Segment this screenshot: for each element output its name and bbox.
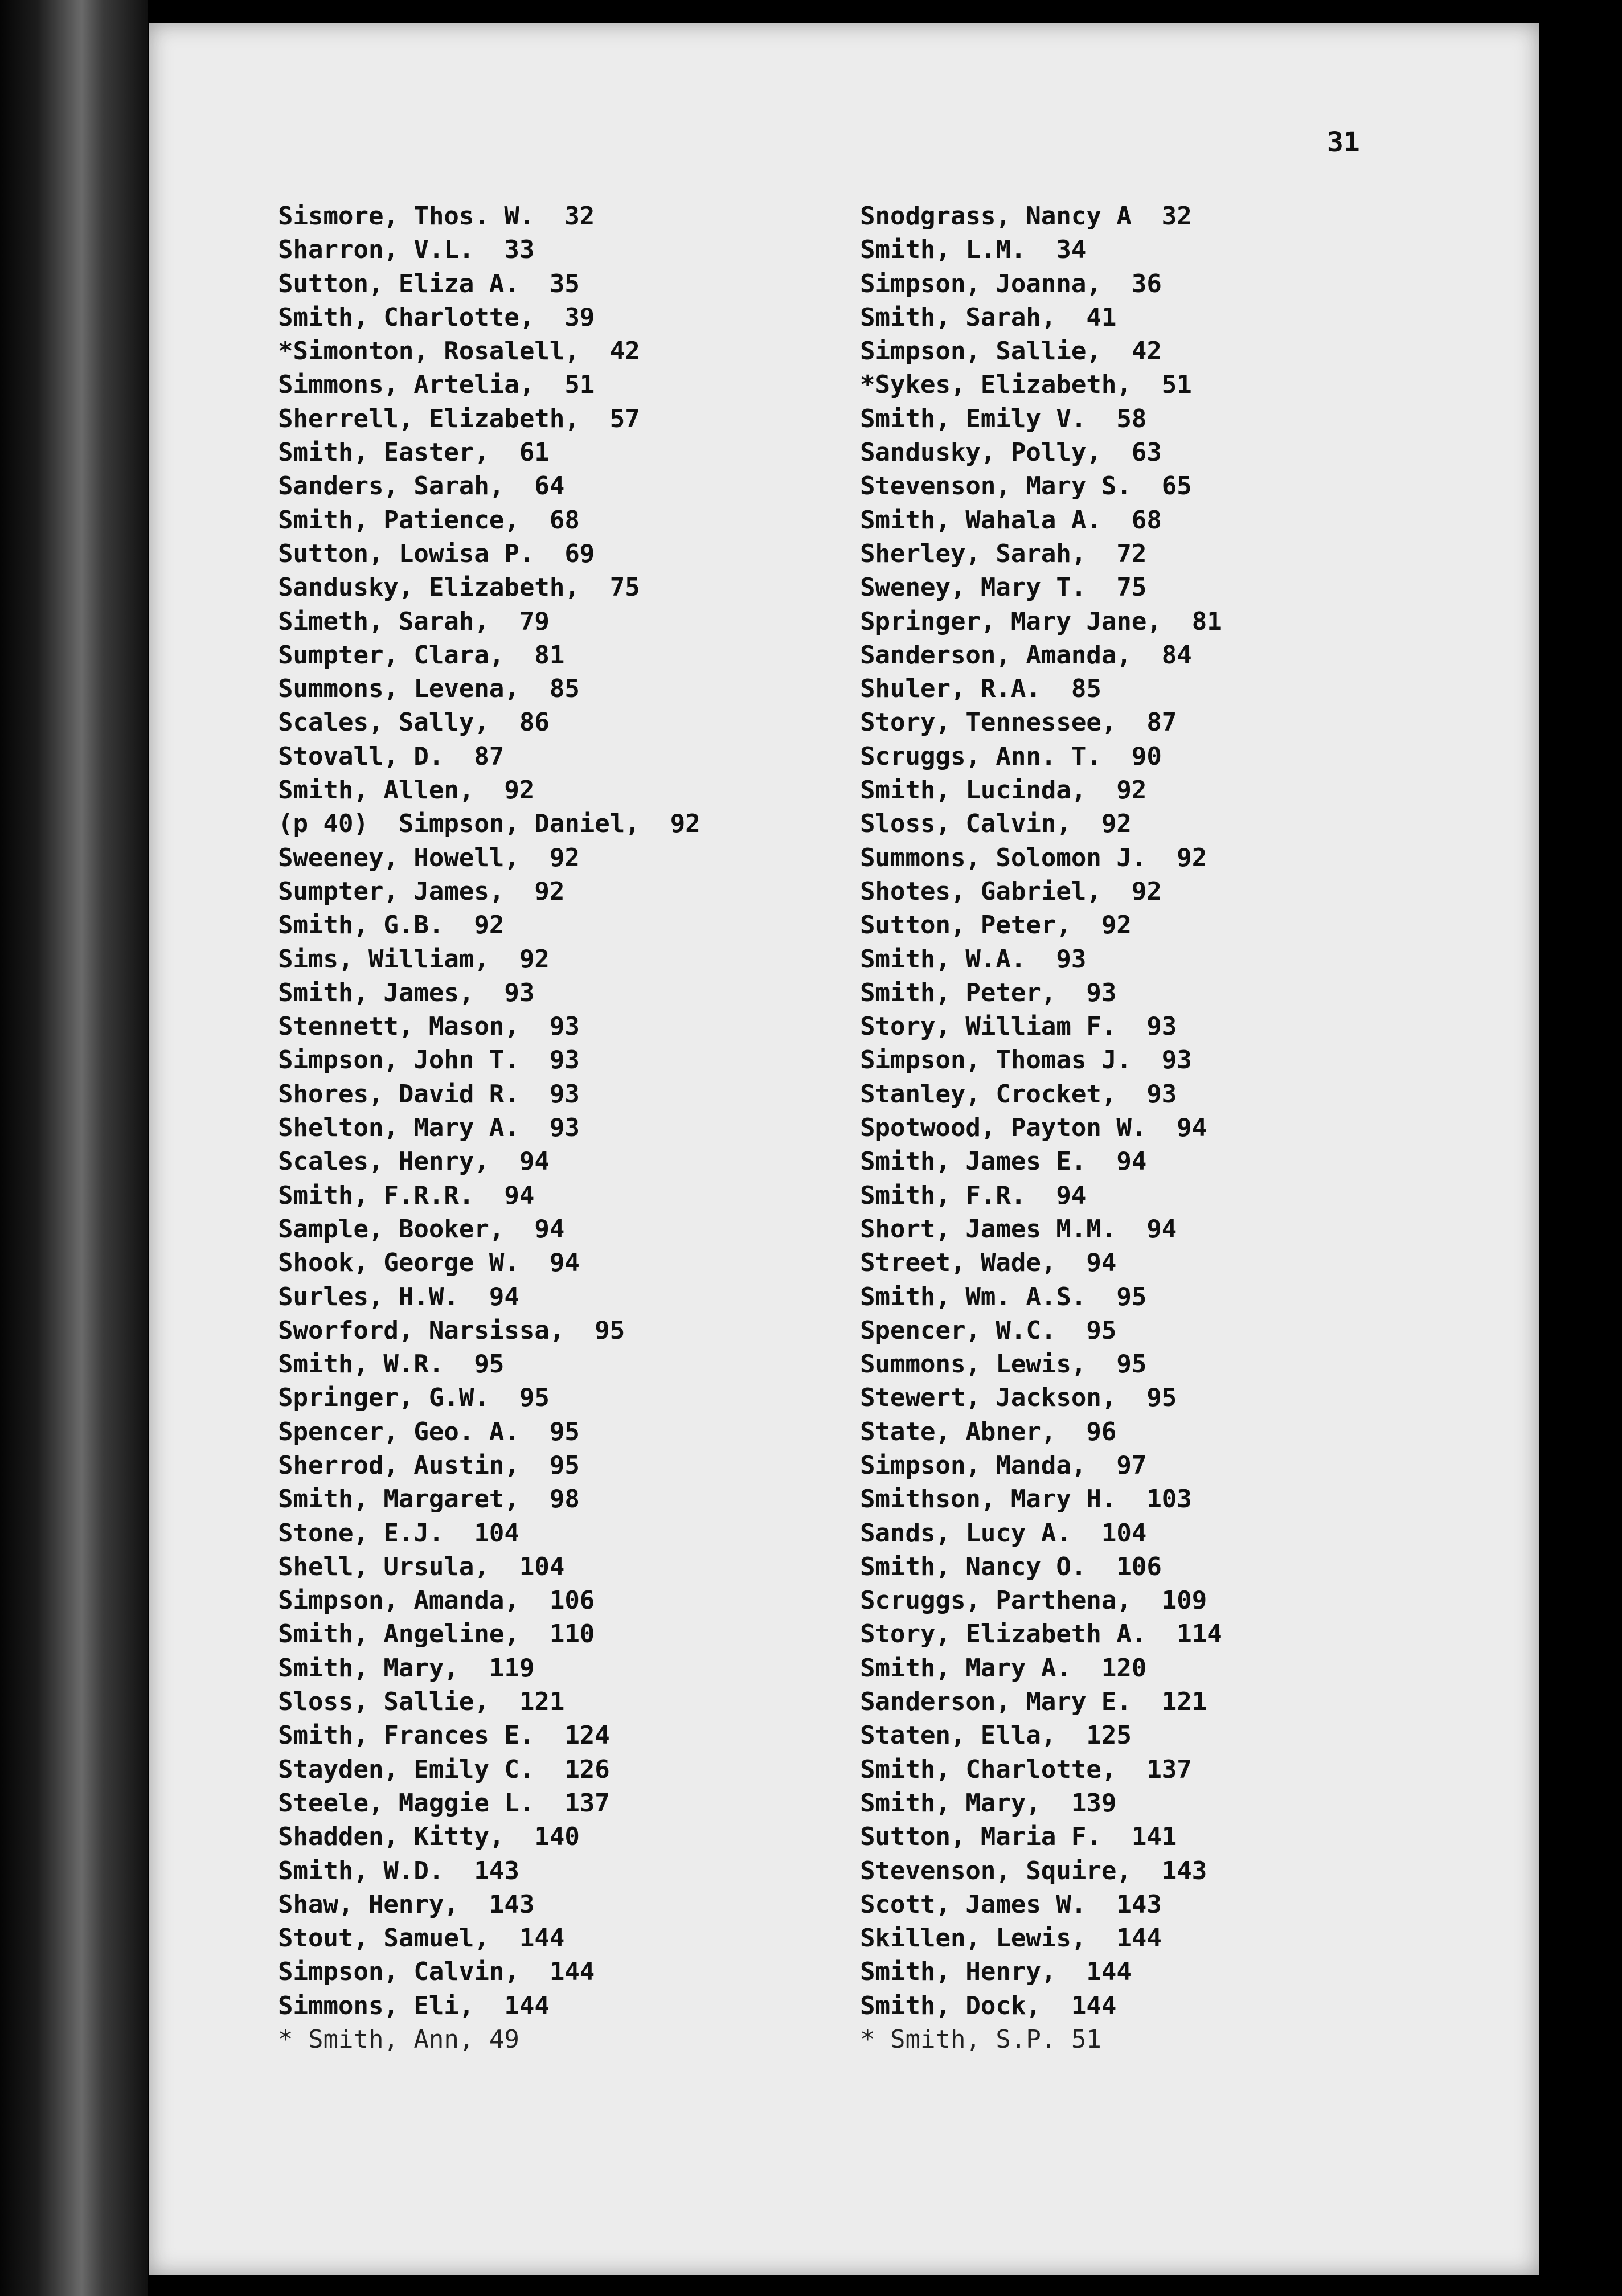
name-entry: Shuler, R.A. 85	[860, 674, 1101, 704]
name-entry: Smith, Henry, 144	[860, 1957, 1132, 1987]
name-entry: Short, James M.M. 94	[860, 1214, 1177, 1244]
name-entry: Scales, Sally, 86	[278, 708, 550, 737]
name-entry: Story, Elizabeth A. 114	[860, 1620, 1222, 1649]
name-entry: Stout, Samuel, 144	[278, 1924, 565, 1953]
name-entry: Scott, James W. 143	[860, 1889, 1162, 1919]
name-entry: Smith, Mary, 139	[860, 1788, 1117, 1818]
name-entry: Simpson, Amanda, 106	[278, 1586, 595, 1616]
name-entry: Smith, Peter, 93	[860, 978, 1117, 1007]
name-entry: Scruggs, Ann. T. 90	[860, 741, 1162, 771]
name-entry: * Smith, Ann, 49	[278, 2025, 519, 2055]
name-entry: Spencer, W.C. 95	[860, 1315, 1117, 1345]
name-entry: Scales, Henry, 94	[278, 1147, 550, 1176]
name-entry: Sutton, Peter, 92	[860, 911, 1132, 940]
name-entry: Smith, W.D. 143	[278, 1856, 519, 1885]
name-entry: Smith, Nancy O. 106	[860, 1552, 1162, 1581]
name-entry: Smith, F.R. 94	[860, 1180, 1087, 1210]
name-entry: Simeth, Sarah, 79	[278, 606, 550, 636]
name-entry: Simmons, Artelia, 51	[278, 370, 595, 400]
name-entry: Smith, Dock, 144	[860, 1991, 1117, 2020]
name-entry: Simpson, Calvin, 144	[278, 1957, 595, 1987]
name-entry: Sims, William, 92	[278, 944, 550, 974]
name-entry: Smith, Easter, 61	[278, 438, 550, 468]
page-number: 31	[1327, 126, 1360, 158]
name-entry: Snodgrass, Nancy A 32	[860, 202, 1192, 231]
name-entry: Smith, W.R. 95	[278, 1350, 505, 1379]
name-entry: Street, Wade, 94	[860, 1248, 1117, 1278]
name-entry: Springer, G.W. 95	[278, 1383, 550, 1413]
name-entry: Shores, David R. 93	[278, 1079, 580, 1109]
name-entry: Smith, F.R.R. 94	[278, 1180, 535, 1210]
name-entry: Smith, Charlotte, 137	[860, 1754, 1192, 1784]
name-entry: (p 40) Simpson, Daniel, 92	[278, 809, 701, 839]
name-entry: Stone, E.J. 104	[278, 1518, 519, 1548]
name-entry: Smith, Charlotte, 39	[278, 302, 595, 332]
scan-left-edge	[0, 0, 148, 2296]
name-entry: Simmons, Eli, 144	[278, 1991, 550, 2020]
name-entry: Smith, Angeline, 110	[278, 1620, 595, 1649]
name-entry: Sanderson, Mary E. 121	[860, 1687, 1207, 1717]
left-name-column	[278, 199, 701, 2056]
name-entry: Smith, L.M. 34	[860, 235, 1087, 265]
name-entry: Stayden, Emily C. 126	[278, 1754, 610, 1784]
name-entry: Shelton, Mary A. 93	[278, 1113, 580, 1143]
name-entry: Smith, Sarah, 41	[860, 302, 1117, 332]
name-entry: Sherrod, Austin, 95	[278, 1450, 580, 1480]
name-entry: Smith, W.A. 93	[860, 944, 1087, 974]
name-entry: Simpson, Thomas J. 93	[860, 1046, 1192, 1075]
name-entry: State, Abner, 96	[860, 1417, 1117, 1446]
name-entry: Smith, Mary A. 120	[860, 1653, 1147, 1683]
name-entry: Skillen, Lewis, 144	[860, 1924, 1162, 1953]
name-entry: *Sykes, Elizabeth, 51	[860, 370, 1192, 400]
name-entry: Summons, Solomon J. 92	[860, 843, 1207, 872]
name-entry: Sworford, Narsissa, 95	[278, 1315, 625, 1345]
name-entry: Stanley, Crocket, 93	[860, 1079, 1177, 1109]
name-entry: Sutton, Eliza A. 35	[278, 269, 580, 298]
name-entry: Sweney, Mary T. 75	[860, 573, 1147, 602]
name-entry: Smith, Allen, 92	[278, 776, 535, 805]
name-entry: Sutton, Maria F. 141	[860, 1822, 1177, 1852]
name-entry: Smith, Patience, 68	[278, 505, 580, 535]
name-entry: Smith, Mary, 119	[278, 1653, 535, 1683]
name-entry: Smithson, Mary H. 103	[860, 1485, 1192, 1514]
name-entry: Stevenson, Mary S. 65	[860, 472, 1192, 501]
name-entry: Stovall, D. 87	[278, 741, 505, 771]
name-entry: Sherley, Sarah, 72	[860, 539, 1147, 568]
name-entry: *Simonton, Rosalell, 42	[278, 337, 640, 366]
name-entry: Smith, James E. 94	[860, 1147, 1147, 1176]
name-entry: Sanders, Sarah, 64	[278, 472, 565, 501]
name-entry: Summons, Lewis, 95	[860, 1350, 1147, 1379]
name-entry: Sharron, V.L. 33	[278, 235, 535, 265]
name-entry: Sumpter, Clara, 81	[278, 640, 565, 670]
name-entry: Simpson, John T. 93	[278, 1046, 580, 1075]
name-entry: Shadden, Kitty, 140	[278, 1822, 580, 1852]
name-entry: Spencer, Geo. A. 95	[278, 1417, 580, 1446]
name-entry: Sands, Lucy A. 104	[860, 1518, 1147, 1548]
name-entry: Sandusky, Elizabeth, 75	[278, 573, 640, 602]
name-entry: Summons, Levena, 85	[278, 674, 580, 704]
name-entry: Surles, H.W. 94	[278, 1282, 519, 1311]
name-entry: Smith, Wahala A. 68	[860, 505, 1162, 535]
name-entry: Smith, G.B. 92	[278, 911, 505, 940]
name-entry: Steele, Maggie L. 137	[278, 1788, 610, 1818]
name-entry: Simpson, Sallie, 42	[860, 337, 1162, 366]
name-entry: Stennett, Mason, 93	[278, 1012, 580, 1042]
name-entry: Sweeney, Howell, 92	[278, 843, 580, 872]
name-entry: Spotwood, Payton W. 94	[860, 1113, 1207, 1143]
name-entry: Simpson, Manda, 97	[860, 1450, 1147, 1480]
name-entry: Shook, George W. 94	[278, 1248, 580, 1278]
name-entry: Sloss, Calvin, 92	[860, 809, 1132, 839]
name-entry: Sandusky, Polly, 63	[860, 438, 1162, 468]
name-entry: Story, William F. 93	[860, 1012, 1177, 1042]
name-entry: Scruggs, Parthena, 109	[860, 1586, 1207, 1616]
name-entry: Smith, James, 93	[278, 978, 535, 1007]
name-entry: Smith, Wm. A.S. 95	[860, 1282, 1147, 1311]
name-entry: * Smith, S.P. 51	[860, 2025, 1101, 2055]
name-entry: Sherrell, Elizabeth, 57	[278, 404, 640, 433]
name-entry: Sismore, Thos. W. 32	[278, 202, 595, 231]
name-entry: Smith, Margaret, 98	[278, 1485, 580, 1514]
name-entry: Smith, Lucinda, 92	[860, 776, 1147, 805]
name-entry: Shell, Ursula, 104	[278, 1552, 565, 1581]
name-entry: Smith, Emily V. 58	[860, 404, 1147, 433]
name-entry: Smith, Frances E. 124	[278, 1721, 610, 1750]
name-entry: Springer, Mary Jane, 81	[860, 606, 1222, 636]
name-entry: Sloss, Sallie, 121	[278, 1687, 565, 1717]
right-name-column	[860, 199, 1222, 2056]
name-entry: Sanderson, Amanda, 84	[860, 640, 1192, 670]
name-entry: Simpson, Joanna, 36	[860, 269, 1162, 298]
name-entry: Stevenson, Squire, 143	[860, 1856, 1207, 1885]
name-entry: Stewert, Jackson, 95	[860, 1383, 1177, 1413]
name-entry: Sutton, Lowisa P. 69	[278, 539, 595, 568]
name-entry: Staten, Ella, 125	[860, 1721, 1132, 1750]
name-entry: Shaw, Henry, 143	[278, 1889, 535, 1919]
name-entry: Sample, Booker, 94	[278, 1214, 565, 1244]
name-entry: Shotes, Gabriel, 92	[860, 876, 1162, 906]
name-entry: Sumpter, James, 92	[278, 876, 565, 906]
name-entry: Story, Tennessee, 87	[860, 708, 1177, 737]
